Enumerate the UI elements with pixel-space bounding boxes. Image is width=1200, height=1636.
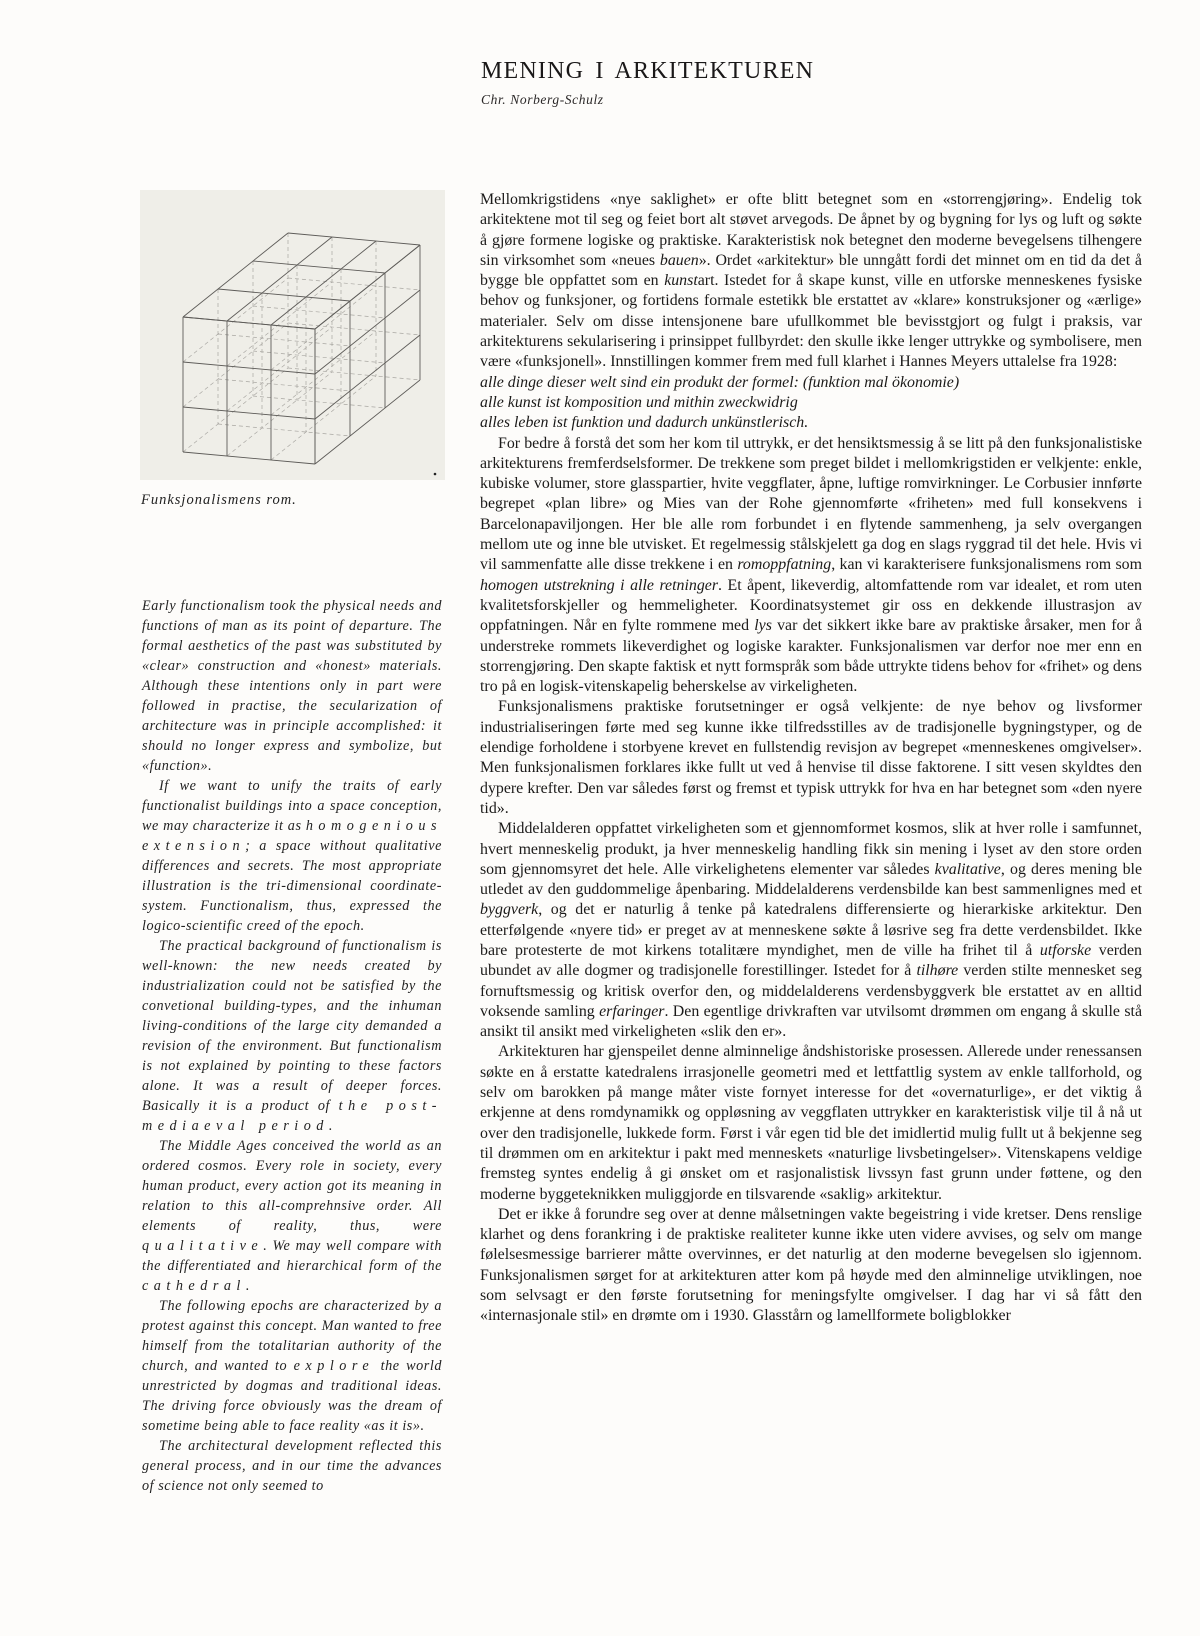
emphasized-text: utforske <box>1039 941 1092 959</box>
emphasized-text: erfaringer <box>599 1002 665 1020</box>
summary-paragraph <box>142 1136 442 1296</box>
figure-coordinate-cube <box>140 190 445 480</box>
grid-line <box>253 261 385 273</box>
grid-line <box>218 289 350 301</box>
isometric-grid-cube-icon <box>140 190 445 480</box>
grid-line <box>288 278 420 290</box>
text-run: ». Ordet «arkitektur» ble unngått fordi det minnet om en tid da det å bygge ble oppfattet som en <box>480 251 1142 290</box>
spaced-emphasis-text: the post-mediaeval period <box>142 1098 443 1134</box>
emphasized-text: romoppfatning <box>737 556 832 574</box>
text-run: var det sikkert ikke bare av praktiske årsaker, men for å understreke rommets likeverdighet og logiske karakter. Funksjonalismen var derfor noe mer enn en storrengjøring. Den skapte faktisk et nytt formspråk som både uttrykte tidens behov for «frihet» og dens tro på en logisk-vitenskapelig beherskelse av virkeligheten. <box>480 617 1142 696</box>
summary-paragraph <box>142 1296 442 1436</box>
quote-line <box>480 393 1142 413</box>
emphasized-text: bauen <box>659 251 699 269</box>
text-run: , og deres mening ble utledet av den guddommelige åpenbaring. Middelalderens verdensbilde kan best sammenlignes med et <box>480 860 1142 899</box>
text-run: For bedre å forstå det som her kom til uttrykk, er det hensiktsmessig å se litt på den funksjonalistiske arkitekturens fremferdselsformer. De trekkene som preget bildet i mellomkrigstiden er velkjente: enkle, kubiske volumer, store glasspartier, hvite veggflater, åpne, luftige romvirkninger. Le Corbusier innførte begrepet «plan libre» og Mies van der Rohe gjennomførte «friheten» med full konsekvens i Barcelonapaviljongen. Her ble alle rom forbundet i en flytende sammenheng, ja selv overgangen mellom ute og inne ble utvisket. Et regelmessig stålskjelett ga dog en slags ryggrad til det hele. Hvis vi vil sammenfatte alle disse trekkene i en <box>480 434 1142 574</box>
grid-line <box>288 323 420 335</box>
main-paragraph <box>480 434 1142 698</box>
text-run: The architectural development reflected this general process, and in our time the advances of science not only seemed to <box>142 1438 442 1494</box>
emphasized-text: tilhøre <box>916 962 959 980</box>
text-run: Arkitekturen har gjenspeilet denne alminnelige åndshistoriske prosessen. Allerede under renessansen søkte en å erstatte katedralens irrasjonelle geometri med et lettfattlig system av enkle tallforhold, og selv om barokken på mange måter viste fornyet interesse for det «overnaturlige», er det viktig å erkjenne at dens romdynamikk og oppløsning av veggflaten uttrykker en karakteristisk vilje til å nå ut over den tradisjonelle, lukkede form. Først i vår egen tid ble det imidlertid mulig fullt ut å bekjenne seg til drømmen om en arkitektur i pakt med menneskets «naturlige livsbetingelser». Vitenskapens veldige fremsteg syntes endelig å gi ønsket om et rasjonalistisk livssyn fast grunn under føttene, og den moderne byggeteknikken muliggjorde en tilsvarende «saklig» arkitektur. <box>480 1043 1142 1203</box>
text-run: The practical background of functionalism is well-known: the new needs created by industrialization could not be satisfied by the convetional building-types, and the inhuman living-conditions of the large city demanded a revision of the environment. But functionalism is not explained by pointing to these factors alone. It was a result of deeper forces. Basically it is a product of <box>142 938 442 1114</box>
spaced-emphasis-text: qualitative <box>142 1238 264 1254</box>
grid-line <box>183 452 315 464</box>
grid-line <box>183 362 315 374</box>
main-paragraph <box>480 819 1142 1042</box>
grid-line <box>227 327 332 411</box>
text-run: alles leben ist funktion und dadurch unkünstlerisch. <box>480 414 809 432</box>
main-paragraph <box>480 1042 1142 1204</box>
text-run: . <box>328 1118 333 1134</box>
grid-line <box>315 380 420 464</box>
summary-paragraph <box>142 936 442 1136</box>
english-summary <box>142 596 442 1496</box>
text-run: . Et åpent, likeverdig, altomfattende rom var idealet, et rom uten kvalitetsforskjeller og hemmeligheter. Koordinatsystemet gir oss en dekkende illustrasjon av oppfatningen. Når en fylte rommene med <box>480 576 1142 635</box>
summary-paragraph <box>142 1436 442 1496</box>
emphasized-text: homogen utstrekning i alle retninger <box>480 576 719 594</box>
main-paragraph <box>480 190 1142 373</box>
main-paragraph <box>480 697 1142 819</box>
grid-line <box>183 407 315 419</box>
text-run: . Den egentlige drivkraften var utvilsomt drømmen om engang å skulle stå ansikt til ansikt med virkeligheten «slik den er». <box>480 1002 1142 1041</box>
text-run: The following epochs are characterized by a protest against this concept. Man wanted to free himself from the totalitarian authority of the church, and wanted to <box>142 1298 442 1374</box>
page-title: MENING I ARKITEKTUREN <box>481 58 815 84</box>
grid-line <box>218 424 350 436</box>
text-run: verden ubundet av alle dogmer og tradisjonelle forestillinger. Istedet for å <box>480 941 1142 980</box>
grid-line <box>288 368 420 380</box>
text-run: Mellomkrigstidens «nye saklighet» er ofte blitt betegnet som en «storrengjøring». Endelig tok arkitektene mot til seg og feiet bort alt støvet arvegods. De åpnet by og bygning for lys og luft og søkte å gjøre formene logiske og praktiske. Karakteristisk nok betegnet den moderne bevegelsens tilhengere sin virksomhet som «neues <box>480 191 1142 269</box>
grid-line <box>218 379 350 391</box>
summary-paragraph <box>142 596 442 776</box>
text-run: , og det er naturlig å tenke på katedralens differensierte og hierarkiske arkitektur. Den etterfølgende «nyere tid» er preget av at menneskene søkte å løsrive seg fra dette verdensbildet. Ikke bare protesterte de mot kirkens totalitære myndighet, men de ville ha frihet til å <box>480 901 1142 959</box>
spaced-emphasis-text: homogenious extension <box>142 818 442 854</box>
grid-line <box>183 317 315 329</box>
emphasized-text: byggverk <box>480 901 539 919</box>
grid-line <box>227 237 332 321</box>
spaced-emphasis-text: cathedral <box>142 1278 246 1294</box>
text-run: Funksjonalismens praktiske forutsetninger er også velkjente: de nye behov og livsformer industrialiseringen førte med seg kunne ikke tilfredsstilles av de tradisjonelle bygningstyper, og de elendige forholdene i storbyene krevet en fullstendig revisjon av begrepet «menneskenes omgivelser». Men funksjonalismen forklares ikke fullt ut ved å henvise til disse faktorene. I sitt vesen skyldtes den dypere krefter. Den var således først og fremst et typisk uttrykk for hva en har betegnet som «den nyere tid». <box>480 698 1142 817</box>
quote-line <box>480 373 1142 393</box>
text-run: If we want to unify the traits of early functionalist buildings into a space conception, we may characterize it as <box>142 778 442 834</box>
text-run: alle kunst ist komposition und mithin zweckwidrig <box>480 393 798 411</box>
summary-paragraph <box>142 776 442 936</box>
grid-line <box>218 334 350 346</box>
grid-line <box>288 233 420 245</box>
text-run: Early functionalism took the physical needs and functions of man as its point of departure. The formal aesthetics of the past was substituted by «clear» construction and «honest» materials. Although these intentions only in part were followed in practise, the secularization of architecture was in principle accomplished: it should no longer express and symbolize, but «function». <box>142 598 442 774</box>
spaced-emphasis-text: explore <box>293 1358 375 1374</box>
main-article-text <box>480 190 1142 1327</box>
grid-line <box>253 396 385 408</box>
grid-line <box>253 351 385 363</box>
text-run: art. Istedet for å skape kunst, ville en utforske menneskenes fysiske behov og funksjoner, og fortidens formale estetikk ble erstattet av «klare» konstruksjoner og «ærlige» materialer. Selv om disse intensjonene bare ufullkommet ble bevisstgjort og fulgt i praksis, var arkitekturens sekularisering i prinsippet fullbyrdet: den skulle ikke lenger uttrykke og symbolisere, men være «funksjonell». Innstillingen kommer frem med full klarhet i Hannes Meyers uttalelse fra 1928: <box>480 272 1142 371</box>
emphasized-text: kunst <box>664 272 698 290</box>
text-run: Det er ikke å forundre seg over at denne målsetningen vakte begeistring i vide kretser. Dens renslige klarhet og dens forankring i de praktiske realiteter kunne ikke uten videre avvises, og selv om mange følelsesmessige barrierer måtte overvinnes, er det naturlig at den moderne bevegelsen slo igjennom. Funksjonalismen sørget for at arkitekturen atter kom på høyde med den alminnelige utviklingen, noe som selvsagt er den første forutsetning for meningsfylte omgivelser. I dag har vi så fått den «internasjonale stil» en drømte om i 1930. Glasstårn og lamellformete boligblokker <box>480 1205 1142 1325</box>
text-run: alle dinge dieser welt sind ein produkt der formel: (funktion mal ökonomie) <box>480 373 960 391</box>
grid-line <box>227 372 332 456</box>
text-run: Middelalderen oppfattet virkeligheten som et gjennomformet kosmos, slik at hver rolle i samfunnet, hvert menneskelig produkt, ja hver menneskelig handling fikk sin mening i lyset av den store orden som gjennomsyret det hele. Alle virkelighetens elementer var således <box>480 820 1142 878</box>
text-run: the world unrestricted by dogmas and traditional ideas. The driving force obviously was the dream of sometime being able to face reality «as it is». <box>142 1358 442 1434</box>
text-run: The Middle Ages conceived the world as an ordered cosmos. Every role in society, every human product, every action got its meaning in relation to this all-comprehnsive order. All elements of reality, thus, were <box>142 1138 442 1234</box>
quote-line <box>480 413 1142 433</box>
text-run: . <box>245 1278 250 1294</box>
text-run: . We may well compare with the differentiated and hierarchical form of the <box>142 1238 442 1274</box>
grid-line <box>253 306 385 318</box>
text-run: verden stilte mennesket seg fornuftsmessig og kritisk overfor den, og middelalderens verdensbyggverk ble erstattet av en alltid voksende samling <box>480 962 1142 1020</box>
author-byline: Chr. Norberg-Schulz <box>481 92 604 107</box>
main-paragraph <box>480 1205 1142 1327</box>
text-run: , kan vi karakterisere funksjonalismens rom som <box>831 556 1142 574</box>
figure-caption: Funksjonalismens rom. <box>141 492 297 508</box>
emphasized-text: lys <box>754 617 772 635</box>
text-run: ; a space without qualitative differences and secrets. The most appropriate illustration is the tri-dimensional coordinate-system. Functionalism, thus, expressed the logico-scientific creed of the epoch. <box>142 838 442 934</box>
emphasized-text: kvalitative <box>934 860 1001 878</box>
grid-line <box>183 233 288 317</box>
